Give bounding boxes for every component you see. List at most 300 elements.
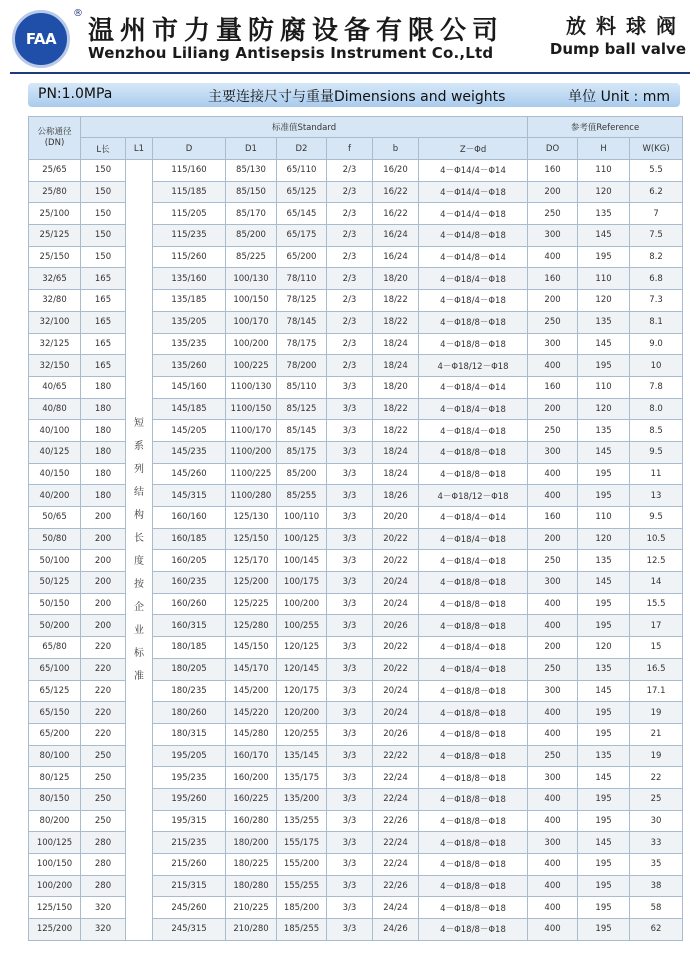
table-cell: 65/150	[29, 702, 81, 724]
table-cell: 400	[528, 919, 578, 941]
table-cell: 3/3	[327, 593, 373, 615]
table-cell: 85/200	[277, 463, 327, 485]
table-cell: 22/24	[373, 788, 419, 810]
table-cell: 135	[578, 420, 630, 442]
table-cell: 3/3	[327, 810, 373, 832]
table-cell: 1100/130	[226, 376, 277, 398]
table-cell: 3/3	[327, 788, 373, 810]
table-cell: 100/125	[277, 528, 327, 550]
table-cell: 100/200	[277, 593, 327, 615]
table-cell: 250	[528, 311, 578, 333]
table-cell: 65/100	[29, 658, 81, 680]
table-cell: 195/205	[153, 745, 226, 767]
table-cell: 165	[81, 268, 126, 290]
table-cell: 155/175	[277, 832, 327, 854]
table-cell: 1100/150	[226, 398, 277, 420]
col-header-d1: D1	[226, 138, 277, 160]
company-logo	[12, 10, 70, 68]
table-cell: 3/3	[327, 398, 373, 420]
table-cell: 145/170	[226, 658, 277, 680]
table-cell: 22/26	[373, 810, 419, 832]
table-cell: 50/100	[29, 550, 81, 572]
table-cell: 22/24	[373, 767, 419, 789]
table-cell: 4－Φ18/8－Φ18	[419, 745, 528, 767]
table-cell: 135	[578, 550, 630, 572]
table-cell: 10	[630, 355, 683, 377]
table-cell: 7.3	[630, 290, 683, 312]
col-header-l1: L1	[126, 138, 153, 160]
table-cell: 100/150	[29, 854, 81, 876]
table-cell: 180/315	[153, 723, 226, 745]
table-cell: 85/225	[226, 246, 277, 268]
table-cell: 100/145	[277, 550, 327, 572]
table-cell: 16/24	[373, 225, 419, 247]
table-cell: 4－Φ18/8－Φ18	[419, 767, 528, 789]
table-cell: 185/255	[277, 919, 327, 941]
table-cell: 3/3	[327, 658, 373, 680]
table-cell: 210/225	[226, 897, 277, 919]
table-cell: 3/3	[327, 637, 373, 659]
table-cell: 155/200	[277, 854, 327, 876]
table-cell: 20/20	[373, 507, 419, 529]
table-cell: 8.5	[630, 420, 683, 442]
table-cell: 18/22	[373, 311, 419, 333]
table-cell: 135/200	[277, 788, 327, 810]
table-cell: 32/80	[29, 290, 81, 312]
table-cell: 145	[578, 225, 630, 247]
table-cell: 16/24	[373, 246, 419, 268]
table-cell: 200	[81, 572, 126, 594]
table-cell: 135/185	[153, 290, 226, 312]
table-cell: 215/260	[153, 854, 226, 876]
table-cell: 180/260	[153, 702, 226, 724]
table-cell: 24/26	[373, 919, 419, 941]
table-cell: 32/65	[29, 268, 81, 290]
table-cell: 4－Φ18/4－Φ18	[419, 658, 528, 680]
table-row	[29, 160, 683, 182]
table-cell: 85/255	[277, 485, 327, 507]
table-cell: 165	[81, 290, 126, 312]
table-cell: 125/150	[226, 528, 277, 550]
logo-text: FAA	[25, 30, 57, 48]
table-cell: 200	[528, 290, 578, 312]
table-title-bar	[28, 83, 680, 107]
table-cell: 100/125	[29, 832, 81, 854]
table-cell: 300	[528, 572, 578, 594]
table-cell: 180/280	[226, 875, 277, 897]
table-cell: 2/3	[327, 160, 373, 182]
table-cell: 110	[578, 507, 630, 529]
table-cell: 18/20	[373, 376, 419, 398]
table-cell: 16/20	[373, 160, 419, 182]
table-cell: 135/175	[277, 767, 327, 789]
table-cell: 220	[81, 723, 126, 745]
table-cell: 20/26	[373, 615, 419, 637]
table-cell: 100/200	[29, 875, 81, 897]
table-cell: 135/255	[277, 810, 327, 832]
product-name-en: Dump ball valve	[549, 40, 686, 58]
table-cell: 180/185	[153, 637, 226, 659]
group-header-standard: 标准值Standard	[81, 117, 528, 138]
table-cell: 215/315	[153, 875, 226, 897]
table-cell: 65/200	[277, 246, 327, 268]
table-cell: 20/24	[373, 702, 419, 724]
table-cell: 150	[81, 203, 126, 225]
table-cell: 110	[578, 160, 630, 182]
table-cell: 160/225	[226, 788, 277, 810]
table-cell: 250	[81, 745, 126, 767]
table-cell: 4－Φ14/4－Φ18	[419, 181, 528, 203]
table-cell: 200	[81, 507, 126, 529]
table-cell: 40/150	[29, 463, 81, 485]
table-cell: 65/145	[277, 203, 327, 225]
table-cell: 200	[81, 593, 126, 615]
table-cell: 25/125	[29, 225, 81, 247]
table-cell: 200	[528, 637, 578, 659]
table-cell: 40/200	[29, 485, 81, 507]
table-cell: 135	[578, 203, 630, 225]
unit-label: 单位 Unit : mm	[568, 89, 670, 105]
table-cell: 3/3	[327, 680, 373, 702]
table-cell: 125/225	[226, 593, 277, 615]
table-cell: 7.5	[630, 225, 683, 247]
table-cell: 13	[630, 485, 683, 507]
table-cell: 125/150	[29, 897, 81, 919]
table-cell: 180	[81, 485, 126, 507]
table-cell: 120	[578, 637, 630, 659]
table-cell: 22/26	[373, 875, 419, 897]
l1-standard-note	[126, 160, 153, 941]
table-cell: 78/200	[277, 355, 327, 377]
table-cell: 18/24	[373, 441, 419, 463]
table-cell: 145/150	[226, 637, 277, 659]
table-cell: 160	[528, 160, 578, 182]
table-cell: 22/22	[373, 745, 419, 767]
table-cell: 3/3	[327, 854, 373, 876]
table-cell: 4－Φ18/8－Φ18	[419, 788, 528, 810]
table-cell: 65/200	[29, 723, 81, 745]
table-cell: 145/280	[226, 723, 277, 745]
table-cell: 18/26	[373, 485, 419, 507]
table-cell: 145	[578, 680, 630, 702]
table-cell: 50/125	[29, 572, 81, 594]
table-cell: 20/24	[373, 572, 419, 594]
table-cell: 400	[528, 810, 578, 832]
table-cell: 38	[630, 875, 683, 897]
table-cell: 120	[578, 290, 630, 312]
table-cell: 2/3	[327, 225, 373, 247]
col-header-d: D	[153, 138, 226, 160]
table-cell: 4－Φ18/8－Φ18	[419, 593, 528, 615]
table-cell: 145	[578, 572, 630, 594]
group-header-reference: 参考值Reference	[528, 117, 683, 138]
table-cell: 17	[630, 615, 683, 637]
table-cell: 100/150	[226, 290, 277, 312]
table-cell: 25/65	[29, 160, 81, 182]
table-cell: 160	[528, 268, 578, 290]
table-cell: 19	[630, 745, 683, 767]
table-cell: 1100/200	[226, 441, 277, 463]
table-cell: 145/205	[153, 420, 226, 442]
table-cell: 135/235	[153, 333, 226, 355]
product-name-cn: 放料球阀	[566, 14, 686, 38]
table-cell: 150	[81, 225, 126, 247]
table-cell: 280	[81, 854, 126, 876]
table-cell: 65/125	[29, 680, 81, 702]
table-cell: 110	[578, 376, 630, 398]
table-cell: 195	[578, 615, 630, 637]
table-cell: 400	[528, 788, 578, 810]
table-cell: 180	[81, 376, 126, 398]
table-cell: 150	[81, 246, 126, 268]
table-cell: 400	[528, 723, 578, 745]
table-cell: 25/150	[29, 246, 81, 268]
table-cell: 65/125	[277, 181, 327, 203]
table-cell: 195	[578, 897, 630, 919]
table-cell: 4－Φ14/8－Φ14	[419, 246, 528, 268]
table-cell: 2/3	[327, 203, 373, 225]
table-cell: 195/260	[153, 788, 226, 810]
pressure-rating: PN:1.0MPa	[38, 86, 113, 102]
table-cell: 195	[578, 463, 630, 485]
table-cell: 400	[528, 485, 578, 507]
table-cell: 4－Φ18/8－Φ18	[419, 702, 528, 724]
table-cell: 195	[578, 246, 630, 268]
table-cell: 195	[578, 788, 630, 810]
table-cell: 120/200	[277, 702, 327, 724]
table-cell: 120/125	[277, 637, 327, 659]
table-cell: 195	[578, 723, 630, 745]
table-cell: 8.1	[630, 311, 683, 333]
table-cell: 50/150	[29, 593, 81, 615]
table-cell: 50/200	[29, 615, 81, 637]
table-cell: 4－Φ18/4－Φ18	[419, 398, 528, 420]
table-cell: 200	[528, 181, 578, 203]
table-cell: 3/3	[327, 507, 373, 529]
table-cell: 85/110	[277, 376, 327, 398]
table-cell: 40/65	[29, 376, 81, 398]
table-cell: 12.5	[630, 550, 683, 572]
table-cell: 78/145	[277, 311, 327, 333]
col-header-z-phi-d: Z－Φd	[419, 138, 528, 160]
table-cell: 180	[81, 420, 126, 442]
table-cell: 9.0	[630, 333, 683, 355]
table-cell: 3/3	[327, 572, 373, 594]
col-header-dn: 公称通径(DN)	[29, 117, 81, 160]
table-cell: 1100/225	[226, 463, 277, 485]
table-cell: 4－Φ18/4－Φ18	[419, 290, 528, 312]
table-cell: 135/145	[277, 745, 327, 767]
table-cell: 135	[578, 745, 630, 767]
table-cell: 3/3	[327, 420, 373, 442]
table-cell: 180/225	[226, 854, 277, 876]
table-cell: 250	[528, 550, 578, 572]
table-cell: 78/125	[277, 290, 327, 312]
table-cell: 250	[81, 810, 126, 832]
table-cell: 145	[578, 832, 630, 854]
table-cell: 15.5	[630, 593, 683, 615]
table-cell: 115/160	[153, 160, 226, 182]
table-cell: 180	[81, 463, 126, 485]
table-cell: 6.2	[630, 181, 683, 203]
table-cell: 4－Φ14/4－Φ18	[419, 203, 528, 225]
table-cell: 200	[81, 550, 126, 572]
col-header-d2: D2	[277, 138, 327, 160]
table-cell: 195/315	[153, 810, 226, 832]
table-cell: 85/170	[226, 203, 277, 225]
table-cell: 125/280	[226, 615, 277, 637]
table-cell: 100/225	[226, 355, 277, 377]
table-cell: 6.8	[630, 268, 683, 290]
table-cell: 160/160	[153, 507, 226, 529]
table-cell: 4－Φ18/4－Φ14	[419, 507, 528, 529]
table-cell: 62	[630, 919, 683, 941]
table-cell: 160/315	[153, 615, 226, 637]
table-cell: 115/235	[153, 225, 226, 247]
table-cell: 160/170	[226, 745, 277, 767]
table-cell: 135	[578, 658, 630, 680]
table-cell: 2/3	[327, 290, 373, 312]
table-cell: 400	[528, 875, 578, 897]
table-cell: 300	[528, 225, 578, 247]
table-cell: 120	[578, 181, 630, 203]
table-cell: 145	[578, 441, 630, 463]
table-cell: 18/22	[373, 420, 419, 442]
table-cell: 195	[578, 355, 630, 377]
table-cell: 120/255	[277, 723, 327, 745]
table-cell: 1100/170	[226, 420, 277, 442]
table-cell: 195	[578, 485, 630, 507]
table-cell: 160	[528, 507, 578, 529]
table-cell: 4－Φ18/8－Φ18	[419, 333, 528, 355]
table-cell: 4－Φ18/4－Φ18	[419, 420, 528, 442]
table-cell: 4－Φ18/8－Φ18	[419, 723, 528, 745]
col-header-do: DO	[528, 138, 578, 160]
table-cell: 15	[630, 637, 683, 659]
table-cell: 145/200	[226, 680, 277, 702]
table-cell: 400	[528, 897, 578, 919]
table-cell: 4－Φ18/8－Φ18	[419, 615, 528, 637]
table-cell: 32/150	[29, 355, 81, 377]
table-cell: 4－Φ18/8－Φ18	[419, 441, 528, 463]
table-cell: 4－Φ18/4－Φ18	[419, 268, 528, 290]
table-cell: 20/22	[373, 658, 419, 680]
table-cell: 4－Φ18/8－Φ18	[419, 832, 528, 854]
table-cell: 100/255	[277, 615, 327, 637]
table-cell: 18/24	[373, 463, 419, 485]
table-cell: 3/3	[327, 441, 373, 463]
table-cell: 80/200	[29, 810, 81, 832]
table-cell: 250	[528, 745, 578, 767]
table-cell: 400	[528, 463, 578, 485]
table-cell: 4－Φ18/8－Φ18	[419, 854, 528, 876]
table-cell: 195/235	[153, 767, 226, 789]
table-cell: 145/315	[153, 485, 226, 507]
table-cell: 125/170	[226, 550, 277, 572]
table-cell: 145/160	[153, 376, 226, 398]
table-cell: 65/175	[277, 225, 327, 247]
table-cell: 280	[81, 832, 126, 854]
table-cell: 2/3	[327, 246, 373, 268]
table-cell: 2/3	[327, 181, 373, 203]
table-cell: 85/125	[277, 398, 327, 420]
table-cell: 400	[528, 246, 578, 268]
table-cell: 65/80	[29, 637, 81, 659]
col-header-h: H	[578, 138, 630, 160]
header-divider	[10, 72, 690, 74]
table-cell: 320	[81, 919, 126, 941]
table-cell: 19	[630, 702, 683, 724]
table-cell: 245/260	[153, 897, 226, 919]
table-cell: 8.2	[630, 246, 683, 268]
col-header-f: f	[327, 138, 373, 160]
table-cell: 3/3	[327, 832, 373, 854]
table-cell: 220	[81, 680, 126, 702]
table-cell: 145/220	[226, 702, 277, 724]
table-cell: 165	[81, 311, 126, 333]
table-cell: 85/145	[277, 420, 327, 442]
table-cell: 22/24	[373, 832, 419, 854]
table-cell: 85/130	[226, 160, 277, 182]
table-cell: 100/130	[226, 268, 277, 290]
table-cell: 58	[630, 897, 683, 919]
table-cell: 100/110	[277, 507, 327, 529]
table-cell: 195	[578, 593, 630, 615]
table-cell: 4－Φ18/8－Φ18	[419, 897, 528, 919]
table-cell: 180/200	[226, 832, 277, 854]
table-cell: 145/235	[153, 441, 226, 463]
table-cell: 195	[578, 875, 630, 897]
table-cell: 40/100	[29, 420, 81, 442]
table-cell: 20/24	[373, 593, 419, 615]
table-cell: 135/160	[153, 268, 226, 290]
table-cell: 85/150	[226, 181, 277, 203]
table-cell: 4－Φ14/8－Φ18	[419, 225, 528, 247]
table-cell: 2/3	[327, 333, 373, 355]
table-cell: 115/185	[153, 181, 226, 203]
table-cell: 3/3	[327, 485, 373, 507]
table-cell: 400	[528, 854, 578, 876]
table-cell: 4－Φ18/8－Φ18	[419, 572, 528, 594]
table-cell: 7.8	[630, 376, 683, 398]
table-cell: 250	[81, 788, 126, 810]
table-cell: 18/24	[373, 333, 419, 355]
table-cell: 155/255	[277, 875, 327, 897]
table-cell: 200	[81, 528, 126, 550]
table-cell: 4－Φ18/4－Φ14	[419, 376, 528, 398]
table-cell: 20/22	[373, 550, 419, 572]
table-cell: 165	[81, 355, 126, 377]
table-cell: 14	[630, 572, 683, 594]
table-cell: 3/3	[327, 919, 373, 941]
table-cell: 195	[578, 919, 630, 941]
table-cell: 11	[630, 463, 683, 485]
table-cell: 80/125	[29, 767, 81, 789]
table-cell: 125/200	[226, 572, 277, 594]
table-cell: 40/125	[29, 441, 81, 463]
table-cell: 7	[630, 203, 683, 225]
table-cell: 135/260	[153, 355, 226, 377]
table-cell: 400	[528, 702, 578, 724]
table-cell: 5.5	[630, 160, 683, 182]
table-cell: 400	[528, 615, 578, 637]
table-cell: 4－Φ18/4－Φ18	[419, 528, 528, 550]
table-cell: 300	[528, 441, 578, 463]
table-cell: 3/3	[327, 463, 373, 485]
table-cell: 200	[528, 528, 578, 550]
table-cell: 160	[528, 376, 578, 398]
table-cell: 160/185	[153, 528, 226, 550]
